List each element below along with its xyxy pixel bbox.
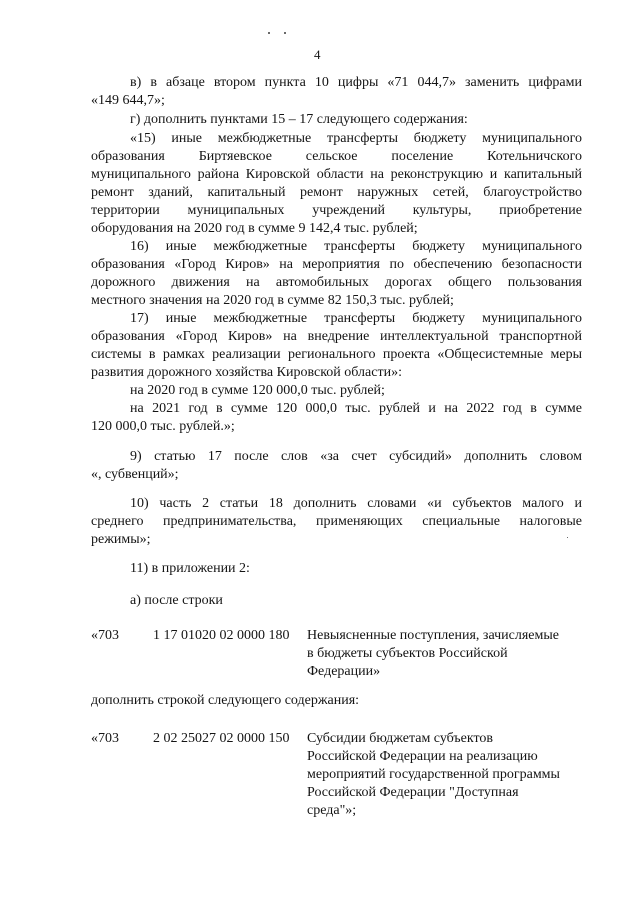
- text-line: образования «Город Киров» на мероприятия по обеспечению безопасности: [91, 257, 582, 272]
- row-description: [307, 730, 560, 820]
- text-line: среднего предпринимательства, применяющих специальные налоговые: [91, 514, 582, 529]
- text-line: «149 644,7»;: [91, 93, 165, 108]
- row-description-line: мероприятий государственной программы: [307, 767, 560, 782]
- text-line: на 2021 год в сумме 120 000,0 тыс. рублей и на 2022 год в сумме: [130, 401, 582, 416]
- page-number: 4: [314, 47, 321, 62]
- row-description-line: Федерации»: [307, 664, 381, 679]
- text-line: образования «Город Киров» на внедрение интеллектуальной транспортной: [91, 329, 582, 344]
- text-line: 9) статью 17 после слов «за счет субсидий» дополнить словом: [130, 449, 582, 464]
- row-description-line: Российской Федерации на реализацию: [307, 749, 538, 764]
- row-description-line: Невыясненные поступления, зачисляемые: [307, 628, 559, 643]
- scan-speck: [567, 537, 568, 538]
- text-line: системы в рамках реализации регионального проекта «Общесистемные меры: [91, 347, 582, 362]
- text-line: 16) иные межбюджетные трансферты бюджету муниципального: [130, 239, 582, 254]
- text-line: образования Биртяевское сельское поселение Котельничского: [91, 149, 582, 164]
- text-line: а) после строки: [130, 593, 223, 608]
- text-line: на 2020 год в сумме 120 000,0 тыс. рублей;: [130, 383, 385, 398]
- text-line: г) дополнить пунктами 15 – 17 следующего содержания:: [130, 112, 468, 127]
- text-line: ремонт зданий, капитальный ремонт наружных сетей, благоустройство: [91, 185, 582, 200]
- text-line: «15) иные межбюджетные трансферты бюджету муниципального: [130, 131, 582, 146]
- row-description-line: Российской Федерации "Доступная: [307, 785, 519, 800]
- scan-speck: [284, 32, 286, 34]
- text-line: местного значения на 2020 год в сумме 82 150,3 тыс. рублей;: [91, 293, 454, 308]
- text-line: муниципального района Кировской области на реконструкцию и капитальный: [91, 167, 582, 182]
- row-description: [307, 627, 559, 681]
- scan-speck: [268, 32, 270, 34]
- row-description-line: в бюджеты субъектов Российской: [307, 646, 508, 661]
- text-line: 17) иные межбюджетные трансферты бюджету муниципального: [130, 311, 582, 326]
- text-line: дорожного движения на автомобильных дорогах общего пользования: [91, 275, 582, 290]
- text-line: «, субвенций»;: [91, 467, 179, 482]
- text-line: развития дорожного хозяйства Кировской области»:: [91, 365, 402, 380]
- text-line: 11) в приложении 2:: [130, 561, 250, 576]
- row-kbk-code: 2 02 25027 02 0000 150: [153, 731, 290, 746]
- text-line: оборудования на 2020 год в сумме 9 142,4 тыс. рублей;: [91, 221, 418, 236]
- text-line: в) в абзаце втором пункта 10 цифры «71 044,7» заменить цифрами: [130, 75, 582, 90]
- text-line: режимы»;: [91, 532, 151, 547]
- row-code: «703: [91, 731, 119, 746]
- row-description-line: среда"»;: [307, 803, 357, 818]
- text-line: 10) часть 2 статьи 18 дополнить словами «и субъектов малого и: [130, 496, 582, 511]
- text-line: дополнить строкой следующего содержания:: [91, 693, 360, 708]
- text-line: 120 000,0 тыс. рублей.»;: [91, 419, 235, 434]
- row-kbk-code: 1 17 01020 02 0000 180: [153, 628, 290, 643]
- row-code: «703: [91, 628, 119, 643]
- row-description-line: Субсидии бюджетам субъектов: [307, 731, 494, 746]
- text-line: территории муниципальных учреждений культуры, приобретение: [91, 203, 582, 218]
